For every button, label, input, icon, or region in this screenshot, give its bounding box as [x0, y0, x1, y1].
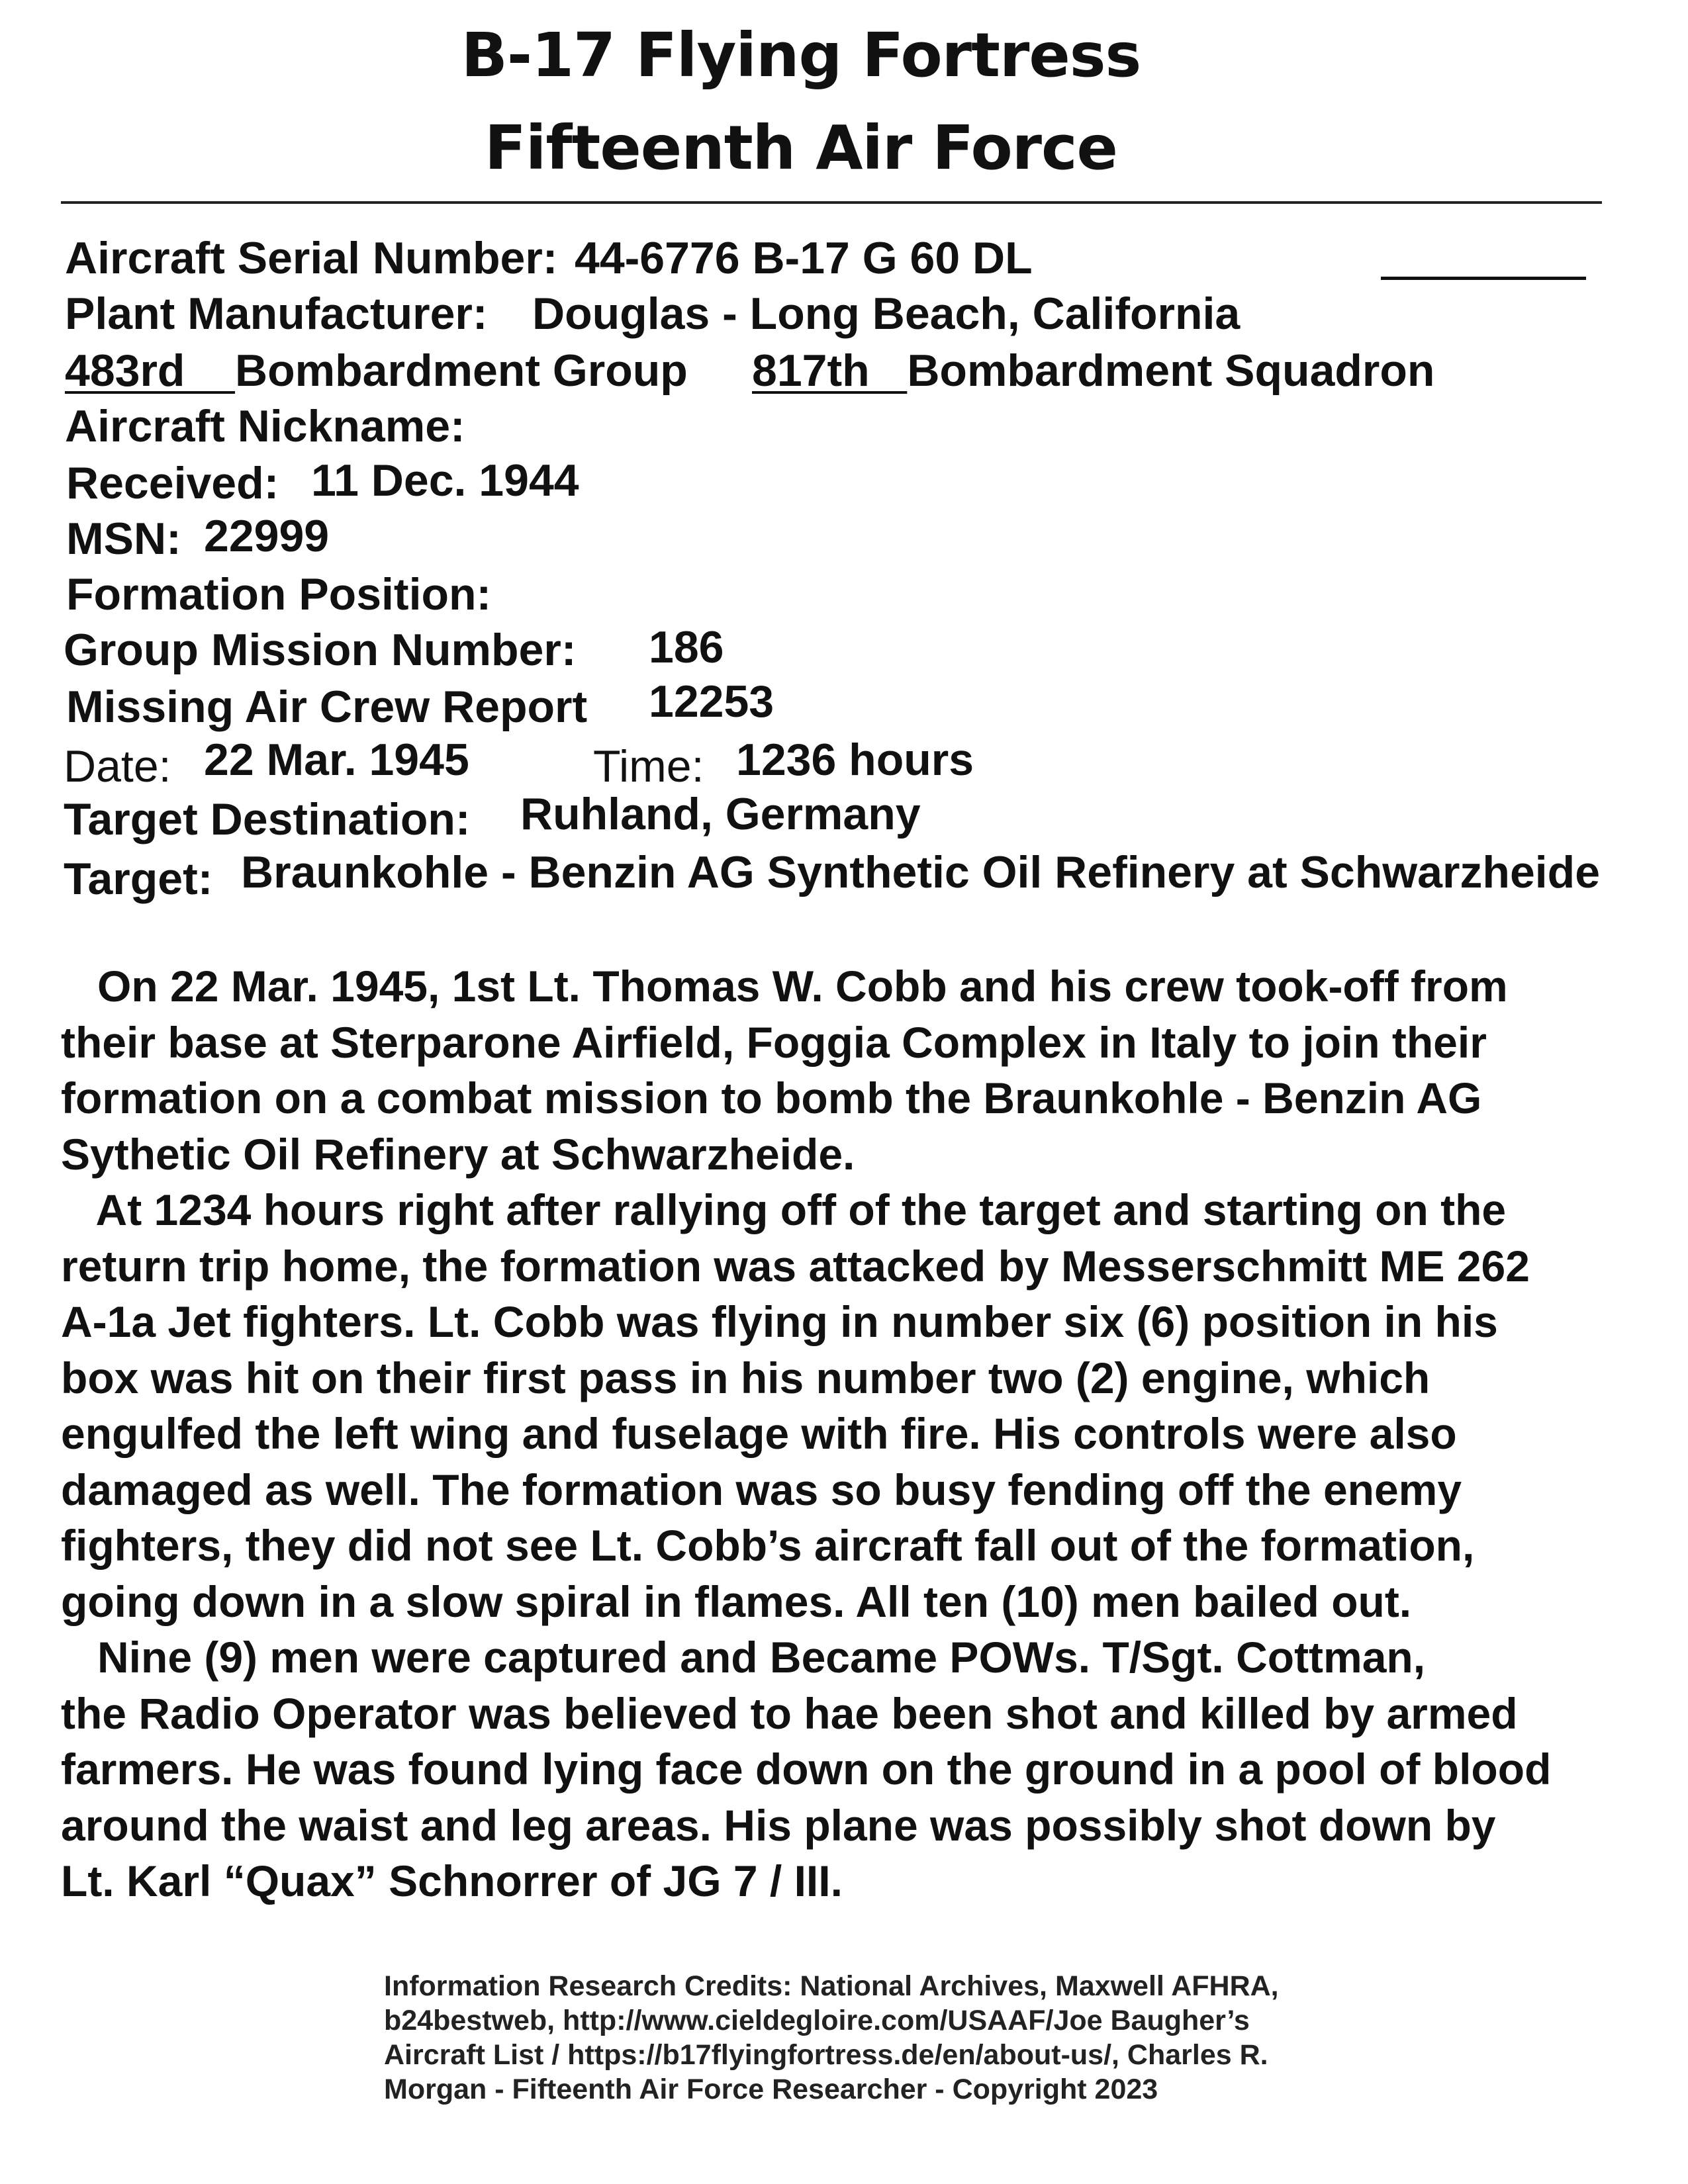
serial-blank-line [1381, 277, 1586, 280]
narrative-line: Sythetic Oil Refinery at Schwarzheide. [61, 1129, 855, 1179]
narrative-line: box was hit on their first pass in his number two (2) engine, which [61, 1353, 1430, 1402]
narrative-line: formation on a combat mission to bomb the Braunkohle - Benzin AG [61, 1073, 1482, 1122]
page-title: B-17 Flying Fortress [461, 20, 1141, 91]
narrative-paragraph-1 [61, 958, 1676, 1182]
narrative-line: At 1234 hours right after rallying off of the target and starting on the [61, 1185, 1507, 1234]
narrative-paragraph-3 [61, 1629, 1676, 1909]
received-label: Received: [66, 458, 279, 508]
research-credits [384, 1969, 1279, 2107]
serial-label: Aircraft Serial Number: [65, 233, 558, 283]
squadron-row [752, 345, 1435, 396]
narrative-line: their base at Sterparone Airfield, Foggia Complex in Italy to join their [61, 1017, 1487, 1067]
narrative-line: going down in a slow spiral in flames. All ten (10) men bailed out. [61, 1576, 1412, 1626]
mission-value: 186 [649, 622, 724, 672]
credits-line: b24bestweb, http://www.cieldegloire.com/USAAF/Joe Baugher’s [384, 2005, 1250, 2036]
group-number: 483rd [65, 345, 236, 396]
page-subtitle: Fifteenth Air Force [485, 113, 1117, 183]
formation-label: Formation Position: [66, 569, 492, 619]
narrative-line: engulfed the left wing and fuselage with fire. His controls were also [61, 1409, 1457, 1458]
destination-value: Ruhland, Germany [520, 789, 921, 839]
date-label: Date: [64, 741, 171, 792]
time-value: 1236 hours [736, 735, 974, 785]
plant-value: Douglas - Long Beach, California [532, 289, 1241, 339]
narrative-line: Lt. Karl “Quax” Schnorrer of JG 7 / III. [61, 1856, 843, 1905]
group-label: Bombardment Group [235, 345, 688, 396]
serial-value: 44-6776 B-17 G 60 DL [575, 233, 1033, 283]
narrative-line: Nine (9) men were captured and Became POWs. T/Sgt. Cottman, [61, 1633, 1426, 1682]
credits-line: Aircraft List / https://b17flyingfortress.de/en/about-us/, Charles R. [384, 2039, 1268, 2071]
narrative-paragraph-2 [61, 1182, 1676, 1629]
credits-line: Morgan - Fifteenth Air Force Researcher - Copyright 2023 [384, 2073, 1158, 2105]
narrative-line: the Radio Operator was believed to hae been shot and killed by armed [61, 1688, 1518, 1738]
narrative-line: farmers. He was found lying face down on the ground in a pool of blood [61, 1745, 1552, 1794]
title-divider [61, 201, 1602, 204]
squadron-label: Bombardment Squadron [907, 345, 1435, 396]
narrative-line: return trip home, the formation was attacked by Messerschmitt ME 262 [61, 1241, 1530, 1291]
narrative-line: fighters, they did not see Lt. Cobb’s aircraft fall out of the formation, [61, 1521, 1475, 1570]
msn-label: MSN: [66, 514, 181, 564]
received-value: 11 Dec. 1944 [311, 455, 579, 506]
destination-label: Target Destination: [64, 794, 471, 844]
narrative-line: damaged as well. The formation was so busy fending off the enemy [61, 1465, 1462, 1514]
macr-value: 12253 [649, 676, 774, 727]
credits-line: Information Research Credits: National Archives, Maxwell AFHRA, [384, 1970, 1279, 2002]
target-value: Braunkohle - Benzin AG Synthetic Oil Refinery at Schwarzheide [241, 847, 1601, 897]
narrative-line: On 22 Mar. 1945, 1st Lt. Thomas W. Cobb and his crew took-off from [61, 962, 1508, 1011]
plant-label: Plant Manufacturer: [65, 289, 488, 339]
mission-label: Group Mission Number: [64, 625, 577, 675]
macr-label: Missing Air Crew Report [66, 682, 588, 732]
time-label: Time: [593, 741, 704, 792]
target-label: Target: [64, 854, 213, 904]
nickname-label: Aircraft Nickname: [65, 401, 465, 451]
narrative-line: around the waist and leg areas. His plane was possibly shot down by [61, 1800, 1496, 1850]
msn-value: 22999 [204, 511, 330, 561]
group-row [65, 345, 688, 396]
date-value: 22 Mar. 1945 [204, 735, 469, 785]
squadron-number: 817th [752, 345, 908, 396]
narrative-line: A-1a Jet fighters. Lt. Cobb was flying in number six (6) position in his [61, 1297, 1498, 1346]
